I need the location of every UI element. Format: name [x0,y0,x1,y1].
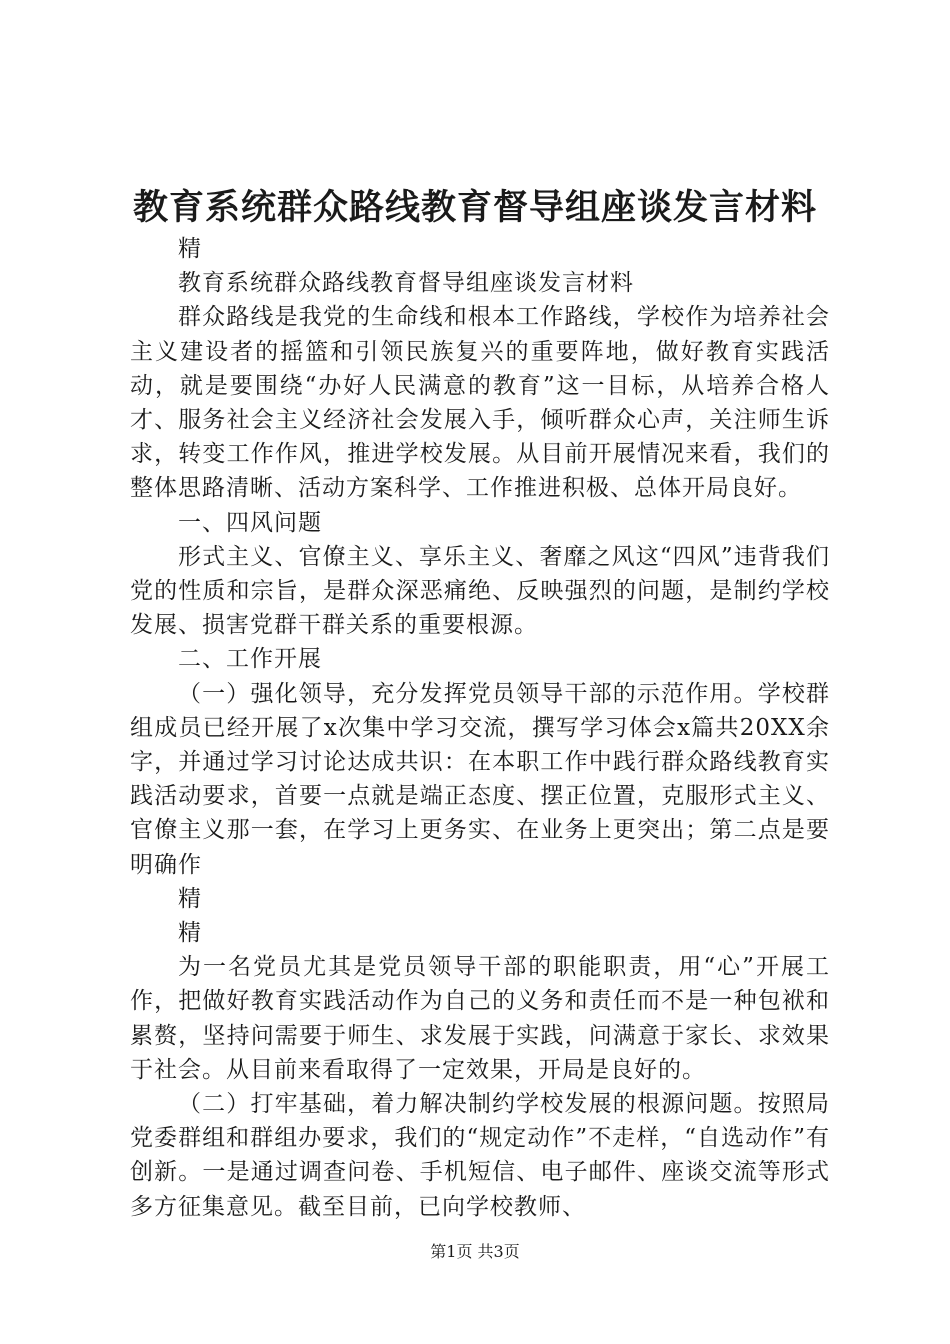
paragraph-leadership: （一）强化领导，充分发挥党员领导干部的示范作用。学校群组成员已经开展了x次集中学习交流，撰写学习体会x篇共20XX余字，并通过学习讨论达成共识：在本职工作中践行群众路线教育实践活动要求，首要一点就是端正态度、摆正位置，克服形式主义、官僚主义那一套，在学习上更务实、在业务上更突出；第二点是要明确作 [130,680,830,878]
paragraph-marker: 精 [178,920,202,947]
paragraph-subtitle: 教育系统群众路线教育督导组座谈发言材料 [178,270,634,297]
document-title: 教育系统群众路线教育督导组座谈发言材料 [132,187,817,228]
paragraph-foundation: （二）打牢基础，着力解决制约学校发展的根源问题。按照局党委群组和群组办要求，我们的“规定动作”不走样，“自选动作”有创新。一是通过调查问卷、手机短信、电子邮件、座谈交流等形式多方征集意见。截至目前，已向学校教师、 [130,1091,830,1220]
section-heading-four-winds: 一、四风问题 [178,509,322,536]
document-body [130,232,830,1224]
paragraph-marker: 精 [178,885,202,912]
page-number: 第1页 共3页 [430,1242,520,1261]
paragraph-marker: 精 [178,236,202,262]
section-heading-work: 二、工作开展 [178,646,322,673]
paragraph-intro: 群众路线是我党的生命线和根本工作路线，学校作为培养社会主义建设者的摇篮和引领民族复兴的重要阵地，做好教育实践活动，就是要围绕“办好人民满意的教育”这一目标，从培养合格人才、服务社会主义经济社会发展入手，倾听群众心声，关注师生诉求，转变工作作风，推进学校发展。从目前开展情况来看，我们的整体思路清晰、活动方案科学、工作推进积极、总体开局良好。 [130,304,830,502]
paragraph-four-winds: 形式主义、官僚主义、享乐主义、奢靡之风这“四风”违背我们党的性质和宗旨，是群众深恶痛绝、反映强烈的问题，是制约学校发展、损害党群干群关系的重要根源。 [130,543,830,639]
paragraph-duties: 为一名党员尤其是党员领导干部的职能职责，用“心”开展工作，把做好教育实践活动作为自己的义务和责任而不是一种包袱和累赘，坚持问需要于师生、求发展于实践，问满意于家长、求效果于社会。从目前来看取得了一定效果，开局是良好的。 [130,954,830,1083]
